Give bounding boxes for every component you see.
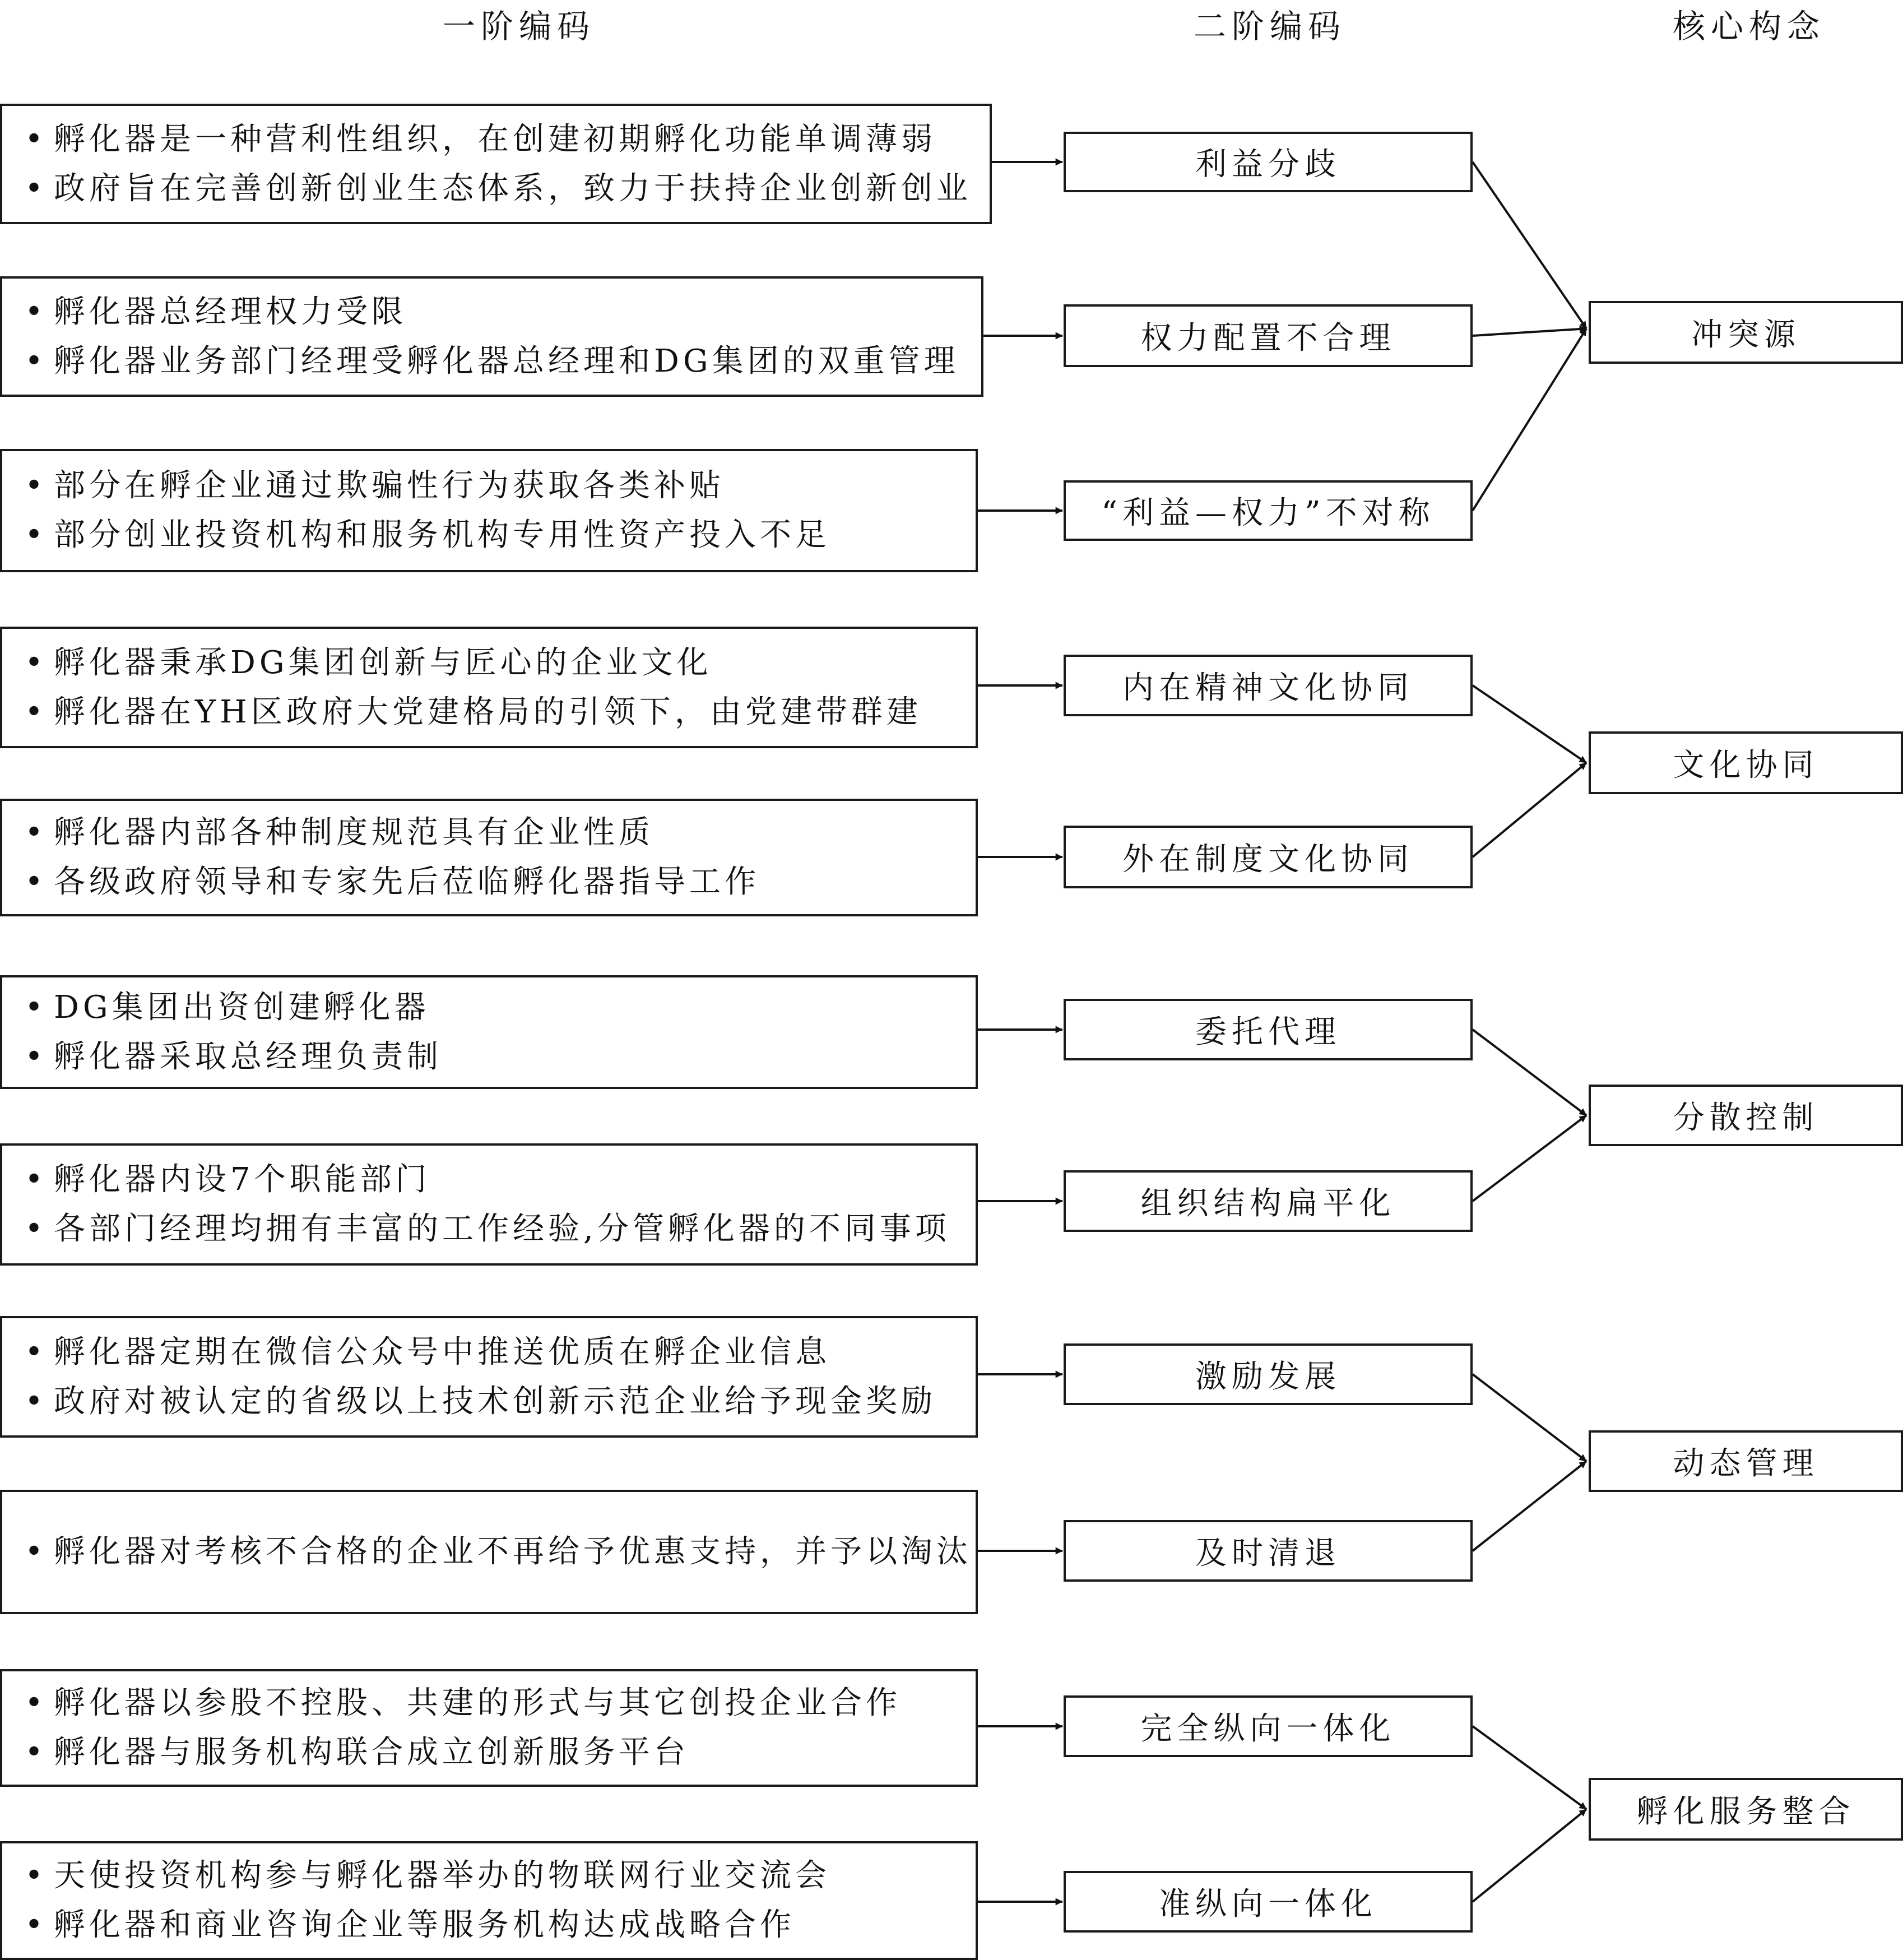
arrow-second-to-core <box>1473 1374 1586 1461</box>
arrow-second-to-core <box>1473 1726 1586 1809</box>
core-construct-box: 孵化服务整合 <box>1589 1778 1903 1841</box>
arrow-second-to-core <box>1473 162 1586 328</box>
second-order-code-box: 准纵向一体化 <box>1064 1871 1473 1933</box>
evidence-line: • 天使投资机构参与孵化器举办的物联网行业交流会 <box>25 1851 976 1901</box>
second-order-code-box: 激励发展 <box>1064 1343 1473 1405</box>
header-core: 核心构念 <box>1673 7 1826 45</box>
first-order-code-box <box>0 1490 978 1614</box>
second-order-code-box: 委托代理 <box>1064 999 1473 1060</box>
first-order-code-box <box>0 1316 978 1438</box>
evidence-line: • 孵化器采取总经理负责制 <box>25 1032 976 1082</box>
arrow-second-to-core <box>1473 328 1586 511</box>
core-construct-box: 文化协同 <box>1589 731 1903 794</box>
header-level1: 一阶编码 <box>443 7 596 45</box>
evidence-line: • 孵化器定期在微信公众号中推送优质在孵企业信息 <box>25 1328 976 1377</box>
evidence-line: • 孵化器内部各种制度规范具有企业性质 <box>25 808 976 858</box>
evidence-line: • 孵化器秉承DG集团创新与匠心的企业文化 <box>25 638 976 688</box>
first-order-code-box <box>0 449 978 572</box>
header-level2: 二阶编码 <box>1194 7 1347 45</box>
first-order-code-box <box>0 104 992 224</box>
arrow-second-to-core <box>1473 1115 1586 1201</box>
second-order-code-box: 及时清退 <box>1064 1520 1473 1582</box>
evidence-line: • 孵化器在YH区政府大党建格局的引领下，由党建带群建 <box>25 688 976 737</box>
second-order-code-box: 权力配置不合理 <box>1064 304 1473 367</box>
first-order-code-box <box>0 1143 978 1266</box>
evidence-line: • 孵化器对考核不合格的企业不再给予优惠支持，并予以淘汰 <box>25 1527 976 1577</box>
evidence-line: • 孵化器内设7个职能部门 <box>25 1155 976 1204</box>
evidence-line: • 孵化器是一种营利性组织，在创建初期孵化功能单调薄弱 <box>25 115 990 164</box>
core-construct-box: 冲突源 <box>1589 301 1903 364</box>
first-order-code-box <box>0 276 983 397</box>
evidence-line: • 政府旨在完善创新创业生态体系，致力于扶持企业创新创业 <box>25 164 990 214</box>
first-order-code-box <box>0 1841 978 1960</box>
first-order-code-box <box>0 975 978 1089</box>
first-order-code-box <box>0 1669 978 1787</box>
arrow-second-to-core <box>1473 763 1586 857</box>
arrow-second-to-core <box>1473 1809 1586 1902</box>
first-order-code-box <box>0 799 978 916</box>
evidence-line: • 孵化器以参股不控股、共建的形式与其它创投企业合作 <box>25 1679 976 1728</box>
evidence-line: • 部分在孵企业通过欺骗性行为获取各类补贴 <box>25 461 976 511</box>
evidence-line: • 孵化器总经理权力受限 <box>25 288 981 337</box>
second-order-code-box: 组织结构扁平化 <box>1064 1170 1473 1232</box>
second-order-code-box: 外在制度文化协同 <box>1064 826 1473 888</box>
second-order-code-box: 内在精神文化协同 <box>1064 655 1473 716</box>
evidence-line: • 孵化器和商业咨询企业等服务机构达成战略合作 <box>25 1901 976 1950</box>
arrow-second-to-core <box>1473 328 1586 336</box>
evidence-line: • DG集团出资创建孵化器 <box>25 983 976 1032</box>
evidence-line: • 政府对被认定的省级以上技术创新示范企业给予现金奖励 <box>25 1377 976 1426</box>
core-construct-box: 分散控制 <box>1589 1085 1903 1146</box>
core-construct-box: 动态管理 <box>1589 1430 1903 1492</box>
evidence-line: • 各部门经理均拥有丰富的工作经验,分管孵化器的不同事项 <box>25 1204 976 1254</box>
second-order-code-box: 完全纵向一体化 <box>1064 1695 1473 1757</box>
evidence-line: • 孵化器业务部门经理受孵化器总经理和DG集团的双重管理 <box>25 337 981 386</box>
evidence-line: • 部分创业投资机构和服务机构专用性资产投入不足 <box>25 511 976 560</box>
second-order-code-box: “利益—权力”不对称 <box>1064 480 1473 541</box>
arrow-second-to-core <box>1473 685 1586 763</box>
arrow-second-to-core <box>1473 1030 1586 1115</box>
second-order-code-box: 利益分歧 <box>1064 132 1473 192</box>
evidence-line: • 孵化器与服务机构联合成立创新服务平台 <box>25 1728 976 1777</box>
evidence-line: • 各级政府领导和专家先后莅临孵化器指导工作 <box>25 858 976 907</box>
arrow-second-to-core <box>1473 1461 1586 1551</box>
first-order-code-box <box>0 627 978 748</box>
